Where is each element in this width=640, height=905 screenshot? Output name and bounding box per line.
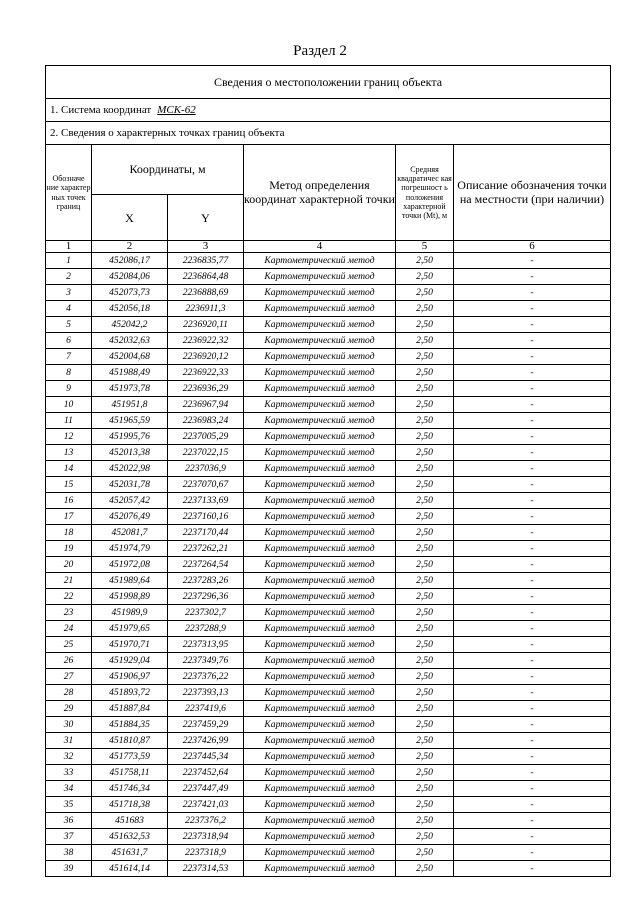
method-cell: Картометрический метод: [244, 445, 396, 461]
coord-x-cell: 452004,68: [92, 349, 168, 365]
description-cell: -: [454, 861, 611, 877]
coord-y-cell: 2237288,9: [168, 621, 244, 637]
accuracy-cell: 2,50: [396, 381, 454, 397]
point-number-cell: 34: [46, 781, 92, 797]
point-number-cell: 20: [46, 557, 92, 573]
header-y: Y: [168, 195, 244, 241]
accuracy-cell: 2,50: [396, 333, 454, 349]
table-row: [46, 301, 611, 317]
coord-x-cell: 451951,8: [92, 397, 168, 413]
table-row: [46, 317, 611, 333]
boundary-points-table: [45, 65, 611, 877]
description-cell: -: [454, 397, 611, 413]
coord-x-cell: 452032,63: [92, 333, 168, 349]
coord-x-cell: 451979,65: [92, 621, 168, 637]
method-cell: Картометрический метод: [244, 845, 396, 861]
header-x: X: [92, 195, 168, 241]
method-cell: Картометрический метод: [244, 669, 396, 685]
point-number-cell: 1: [46, 253, 92, 269]
coord-y-cell: 2237452,64: [168, 765, 244, 781]
coord-y-cell: 2237283,26: [168, 573, 244, 589]
coord-y-cell: 2237445,34: [168, 749, 244, 765]
accuracy-cell: 2,50: [396, 589, 454, 605]
accuracy-cell: 2,50: [396, 541, 454, 557]
method-cell: Картометрический метод: [244, 701, 396, 717]
coord-x-cell: 451614,14: [92, 861, 168, 877]
accuracy-cell: 2,50: [396, 317, 454, 333]
point-number-cell: 27: [46, 669, 92, 685]
description-cell: -: [454, 685, 611, 701]
accuracy-cell: 2,50: [396, 749, 454, 765]
accuracy-cell: 2,50: [396, 829, 454, 845]
method-cell: Картометрический метод: [244, 637, 396, 653]
coord-y-cell: 2237314,53: [168, 861, 244, 877]
point-number-cell: 38: [46, 845, 92, 861]
table-row: [46, 365, 611, 381]
point-number-cell: 23: [46, 605, 92, 621]
point-number-cell: 18: [46, 525, 92, 541]
coord-system-value: МСК-62: [157, 103, 196, 116]
method-cell: Картометрический метод: [244, 269, 396, 285]
table-row: [46, 669, 611, 685]
coord-x-cell: 451887,84: [92, 701, 168, 717]
method-cell: Картометрический метод: [244, 301, 396, 317]
accuracy-cell: 2,50: [396, 685, 454, 701]
coord-y-cell: 2236983,24: [168, 413, 244, 429]
coord-x-cell: 451632,53: [92, 829, 168, 845]
accuracy-cell: 2,50: [396, 845, 454, 861]
method-cell: Картометрический метод: [244, 509, 396, 525]
point-number-cell: 14: [46, 461, 92, 477]
point-number-cell: 30: [46, 717, 92, 733]
description-cell: -: [454, 765, 611, 781]
header-description: Описание обозначения точки на местности (при наличии): [454, 145, 611, 241]
coord-y-cell: 2237313,95: [168, 637, 244, 653]
point-number-cell: 7: [46, 349, 92, 365]
coord-y-cell: 2236922,33: [168, 365, 244, 381]
coord-x-cell: 451683: [92, 813, 168, 829]
accuracy-cell: 2,50: [396, 477, 454, 493]
description-cell: -: [454, 733, 611, 749]
description-cell: -: [454, 333, 611, 349]
description-cell: -: [454, 461, 611, 477]
coord-x-cell: 452081,7: [92, 525, 168, 541]
table-row: [46, 781, 611, 797]
coord-y-cell: 2236864,48: [168, 269, 244, 285]
point-number-cell: 26: [46, 653, 92, 669]
header-point-designation: Обозначе ние характер ных точек границ: [46, 145, 92, 241]
method-cell: Картометрический метод: [244, 813, 396, 829]
method-cell: Картометрический метод: [244, 253, 396, 269]
table-row: [46, 813, 611, 829]
description-cell: -: [454, 845, 611, 861]
column-number: 3: [168, 241, 244, 253]
coord-x-cell: 451998,89: [92, 589, 168, 605]
method-cell: Картометрический метод: [244, 589, 396, 605]
point-number-cell: 8: [46, 365, 92, 381]
description-cell: -: [454, 349, 611, 365]
description-cell: -: [454, 541, 611, 557]
table-row: [46, 461, 611, 477]
coord-y-cell: 2237264,54: [168, 557, 244, 573]
column-number: 5: [396, 241, 454, 253]
coord-x-cell: 451718,38: [92, 797, 168, 813]
point-number-cell: 35: [46, 797, 92, 813]
coord-y-cell: 2237459,29: [168, 717, 244, 733]
description-cell: -: [454, 509, 611, 525]
accuracy-cell: 2,50: [396, 781, 454, 797]
method-cell: Картометрический метод: [244, 413, 396, 429]
method-cell: Картометрический метод: [244, 429, 396, 445]
accuracy-cell: 2,50: [396, 461, 454, 477]
coord-y-cell: 2236936,29: [168, 381, 244, 397]
table-row: [46, 493, 611, 509]
coord-x-cell: 451988,49: [92, 365, 168, 381]
coord-x-cell: 452022,98: [92, 461, 168, 477]
accuracy-cell: 2,50: [396, 525, 454, 541]
coord-y-cell: 2237421,03: [168, 797, 244, 813]
description-cell: -: [454, 653, 611, 669]
point-number-cell: 19: [46, 541, 92, 557]
description-cell: -: [454, 829, 611, 845]
description-cell: -: [454, 573, 611, 589]
point-number-cell: 21: [46, 573, 92, 589]
table-row: [46, 733, 611, 749]
description-cell: -: [454, 605, 611, 621]
coord-x-cell: 451972,08: [92, 557, 168, 573]
accuracy-cell: 2,50: [396, 253, 454, 269]
point-number-cell: 11: [46, 413, 92, 429]
coord-y-cell: 2237393,13: [168, 685, 244, 701]
method-cell: Картометрический метод: [244, 733, 396, 749]
table-row: [46, 621, 611, 637]
coord-x-cell: 451974,79: [92, 541, 168, 557]
method-cell: Картометрический метод: [244, 557, 396, 573]
accuracy-cell: 2,50: [396, 813, 454, 829]
accuracy-cell: 2,50: [396, 765, 454, 781]
coord-y-cell: 2237133,69: [168, 493, 244, 509]
coord-y-cell: 2237376,2: [168, 813, 244, 829]
method-cell: Картометрический метод: [244, 797, 396, 813]
coord-x-cell: 451758,11: [92, 765, 168, 781]
table-row: [46, 653, 611, 669]
coord-x-cell: 451906,97: [92, 669, 168, 685]
accuracy-cell: 2,50: [396, 605, 454, 621]
method-cell: Картометрический метод: [244, 541, 396, 557]
accuracy-cell: 2,50: [396, 397, 454, 413]
description-cell: -: [454, 429, 611, 445]
section-title: Раздел 2: [293, 43, 347, 59]
description-cell: -: [454, 589, 611, 605]
column-number: 4: [244, 241, 396, 253]
coord-y-cell: 2237318,94: [168, 829, 244, 845]
table-row: [46, 845, 611, 861]
description-cell: -: [454, 557, 611, 573]
method-cell: Картометрический метод: [244, 781, 396, 797]
coord-y-cell: 2236967,94: [168, 397, 244, 413]
table-row: [46, 349, 611, 365]
table-row: [46, 573, 611, 589]
coord-y-cell: 2237318,9: [168, 845, 244, 861]
description-cell: -: [454, 477, 611, 493]
coord-x-cell: 452056,18: [92, 301, 168, 317]
coord-x-cell: 451995,76: [92, 429, 168, 445]
coord-y-cell: 2237262,21: [168, 541, 244, 557]
method-cell: Картометрический метод: [244, 525, 396, 541]
coord-x-cell: 451929,04: [92, 653, 168, 669]
accuracy-cell: 2,50: [396, 269, 454, 285]
description-cell: -: [454, 413, 611, 429]
column-number: 2: [92, 241, 168, 253]
coord-x-cell: 452013,38: [92, 445, 168, 461]
description-cell: -: [454, 269, 611, 285]
coord-y-cell: 2237022,15: [168, 445, 244, 461]
description-cell: -: [454, 285, 611, 301]
coord-y-cell: 2236835,77: [168, 253, 244, 269]
table-row: [46, 429, 611, 445]
coord-y-cell: 2237170,44: [168, 525, 244, 541]
method-cell: Картометрический метод: [244, 285, 396, 301]
method-cell: Картометрический метод: [244, 365, 396, 381]
method-cell: Картометрический метод: [244, 621, 396, 637]
accuracy-cell: 2,50: [396, 669, 454, 685]
table-row: [46, 525, 611, 541]
point-number-cell: 4: [46, 301, 92, 317]
table-row: [46, 541, 611, 557]
point-number-cell: 10: [46, 397, 92, 413]
accuracy-cell: 2,50: [396, 429, 454, 445]
accuracy-cell: 2,50: [396, 717, 454, 733]
accuracy-cell: 2,50: [396, 285, 454, 301]
method-cell: Картометрический метод: [244, 749, 396, 765]
point-number-cell: 25: [46, 637, 92, 653]
coord-y-cell: 2237376,22: [168, 669, 244, 685]
table-row: [46, 637, 611, 653]
coord-y-cell: 2237302,7: [168, 605, 244, 621]
point-number-cell: 36: [46, 813, 92, 829]
coord-x-cell: 451989,64: [92, 573, 168, 589]
accuracy-cell: 2,50: [396, 365, 454, 381]
method-cell: Картометрический метод: [244, 653, 396, 669]
point-number-cell: 24: [46, 621, 92, 637]
coord-y-cell: 2237447,49: [168, 781, 244, 797]
method-cell: Картометрический метод: [244, 829, 396, 845]
coord-x-cell: 452073,73: [92, 285, 168, 301]
column-numbers-row: [46, 241, 611, 253]
coord-x-cell: 451631,7: [92, 845, 168, 861]
description-cell: -: [454, 381, 611, 397]
accuracy-cell: 2,50: [396, 861, 454, 877]
point-number-cell: 37: [46, 829, 92, 845]
table-row: [46, 285, 611, 301]
method-cell: Картометрический метод: [244, 461, 396, 477]
coord-x-cell: 451970,71: [92, 637, 168, 653]
table-row: [46, 381, 611, 397]
accuracy-cell: 2,50: [396, 797, 454, 813]
table-row: [46, 829, 611, 845]
description-cell: -: [454, 493, 611, 509]
point-number-cell: 39: [46, 861, 92, 877]
accuracy-cell: 2,50: [396, 493, 454, 509]
method-cell: Картометрический метод: [244, 573, 396, 589]
coord-x-cell: 452084,06: [92, 269, 168, 285]
description-cell: -: [454, 701, 611, 717]
point-number-cell: 12: [46, 429, 92, 445]
method-cell: Картометрический метод: [244, 605, 396, 621]
description-cell: -: [454, 717, 611, 733]
accuracy-cell: 2,50: [396, 621, 454, 637]
accuracy-cell: 2,50: [396, 557, 454, 573]
description-cell: -: [454, 781, 611, 797]
coord-y-cell: 2237070,67: [168, 477, 244, 493]
coord-y-cell: 2237160,16: [168, 509, 244, 525]
point-number-cell: 15: [46, 477, 92, 493]
method-cell: Картометрический метод: [244, 861, 396, 877]
accuracy-cell: 2,50: [396, 733, 454, 749]
description-cell: -: [454, 317, 611, 333]
point-number-cell: 2: [46, 269, 92, 285]
point-number-cell: 22: [46, 589, 92, 605]
description-cell: -: [454, 813, 611, 829]
method-cell: Картометрический метод: [244, 397, 396, 413]
coord-y-cell: 2236920,12: [168, 349, 244, 365]
coord-x-cell: 451965,59: [92, 413, 168, 429]
table-row: [46, 413, 611, 429]
coord-y-cell: 2236922,32: [168, 333, 244, 349]
accuracy-cell: 2,50: [396, 637, 454, 653]
point-number-cell: 3: [46, 285, 92, 301]
description-cell: -: [454, 749, 611, 765]
coord-x-cell: 451893,72: [92, 685, 168, 701]
header-accuracy: Средняя квадратичес кая погрешност ь положения характерной точки (Mt), м: [396, 145, 454, 241]
method-cell: Картометрический метод: [244, 477, 396, 493]
method-cell: Картометрический метод: [244, 333, 396, 349]
method-cell: Картометрический метод: [244, 765, 396, 781]
coord-x-cell: 452042,2: [92, 317, 168, 333]
description-cell: -: [454, 637, 611, 653]
table-row: [46, 685, 611, 701]
coord-x-cell: 452076,49: [92, 509, 168, 525]
accuracy-cell: 2,50: [396, 509, 454, 525]
description-cell: -: [454, 669, 611, 685]
coord-y-cell: 2236911,3: [168, 301, 244, 317]
coord-y-cell: 2236920,11: [168, 317, 244, 333]
table-row: [46, 333, 611, 349]
point-number-cell: 13: [46, 445, 92, 461]
coord-x-cell: 451773,59: [92, 749, 168, 765]
method-cell: Картометрический метод: [244, 381, 396, 397]
header-coordinates: Координаты, м: [92, 145, 244, 195]
coord-y-cell: 2236888,69: [168, 285, 244, 301]
coord-y-cell: 2237296,36: [168, 589, 244, 605]
description-cell: -: [454, 253, 611, 269]
point-number-cell: 28: [46, 685, 92, 701]
table-title: Сведения о местоположении границ объекта: [46, 66, 611, 99]
method-cell: Картометрический метод: [244, 717, 396, 733]
table-row: [46, 509, 611, 525]
description-cell: -: [454, 621, 611, 637]
coord-x-cell: 451973,78: [92, 381, 168, 397]
description-cell: -: [454, 525, 611, 541]
table-row: [46, 445, 611, 461]
header-method: Метод определения координат характерной точки: [244, 145, 396, 241]
point-number-cell: 16: [46, 493, 92, 509]
table-row: [46, 269, 611, 285]
coord-system-label: 1. Система координат: [50, 103, 152, 116]
point-number-cell: 29: [46, 701, 92, 717]
method-cell: Картометрический метод: [244, 685, 396, 701]
point-number-cell: 9: [46, 381, 92, 397]
accuracy-cell: 2,50: [396, 701, 454, 717]
coord-y-cell: 2237426,99: [168, 733, 244, 749]
accuracy-cell: 2,50: [396, 413, 454, 429]
table-row: [46, 749, 611, 765]
coord-y-cell: 2237419,6: [168, 701, 244, 717]
point-number-cell: 17: [46, 509, 92, 525]
method-cell: Картометрический метод: [244, 493, 396, 509]
coord-x-cell: 452031,78: [92, 477, 168, 493]
table-row: [46, 765, 611, 781]
coord-x-cell: 451884,35: [92, 717, 168, 733]
table-row: [46, 557, 611, 573]
point-number-cell: 5: [46, 317, 92, 333]
table-row: [46, 797, 611, 813]
coord-x-cell: 452086,17: [92, 253, 168, 269]
point-number-cell: 31: [46, 733, 92, 749]
accuracy-cell: 2,50: [396, 349, 454, 365]
coord-x-cell: 451746,34: [92, 781, 168, 797]
point-number-cell: 32: [46, 749, 92, 765]
description-cell: -: [454, 445, 611, 461]
table-row: [46, 397, 611, 413]
coord-y-cell: 2237005,29: [168, 429, 244, 445]
accuracy-cell: 2,50: [396, 445, 454, 461]
point-number-cell: 6: [46, 333, 92, 349]
column-number: 6: [454, 241, 611, 253]
table-row: [46, 605, 611, 621]
table-row: [46, 477, 611, 493]
description-cell: -: [454, 301, 611, 317]
point-number-cell: 33: [46, 765, 92, 781]
coord-x-cell: 452057,42: [92, 493, 168, 509]
table-row: [46, 861, 611, 877]
coord-x-cell: 451989,9: [92, 605, 168, 621]
table-row: [46, 253, 611, 269]
coord-x-cell: 451810,87: [92, 733, 168, 749]
table-row: [46, 589, 611, 605]
coord-system-row: [46, 99, 611, 122]
method-cell: Картометрический метод: [244, 349, 396, 365]
points-heading: 2. Сведения о характерных точках границ объекта: [46, 122, 611, 145]
accuracy-cell: 2,50: [396, 653, 454, 669]
description-cell: -: [454, 797, 611, 813]
column-number: 1: [46, 241, 92, 253]
method-cell: Картометрический метод: [244, 317, 396, 333]
accuracy-cell: 2,50: [396, 301, 454, 317]
accuracy-cell: 2,50: [396, 573, 454, 589]
table-row: [46, 701, 611, 717]
coord-y-cell: 2237349,76: [168, 653, 244, 669]
table-row: [46, 717, 611, 733]
description-cell: -: [454, 365, 611, 381]
coord-y-cell: 2237036,9: [168, 461, 244, 477]
